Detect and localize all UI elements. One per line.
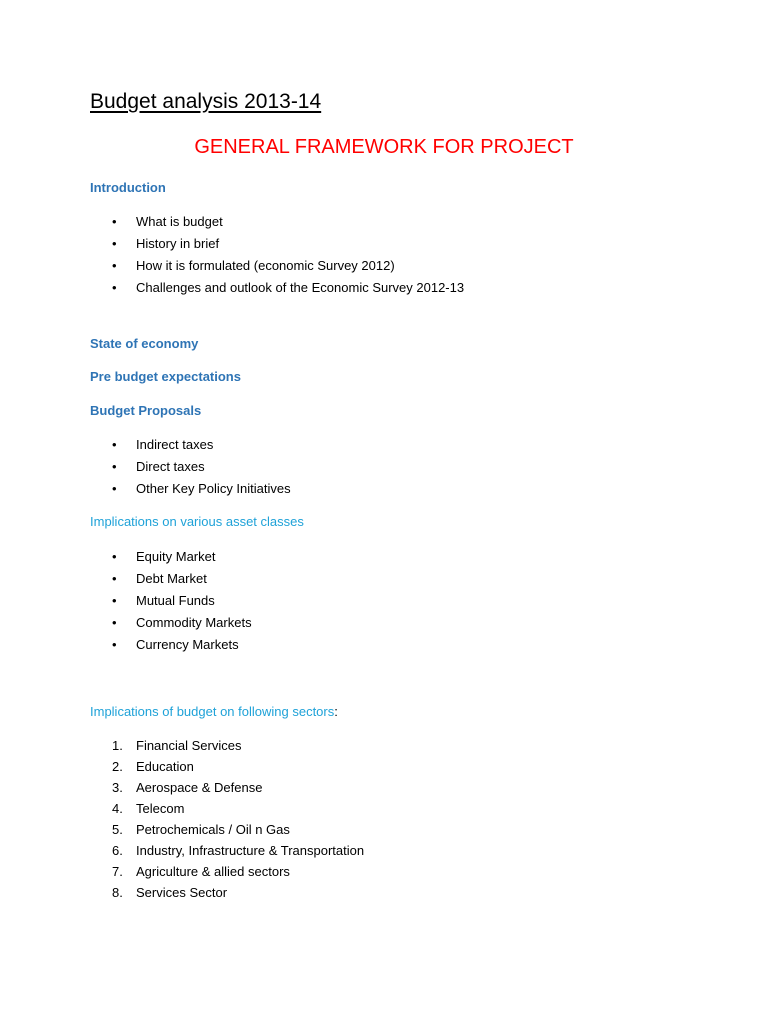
- bullet-icon: •: [112, 571, 117, 586]
- list-item: • How it is formulated (economic Survey 2012): [0, 255, 768, 277]
- list-number: 4.: [112, 801, 123, 816]
- sectors-heading-colon: :: [334, 704, 338, 719]
- list-item: 4. Telecom: [0, 798, 768, 819]
- bullet-icon: •: [112, 459, 117, 474]
- list-number: 5.: [112, 822, 123, 837]
- bullet-icon: •: [112, 637, 117, 652]
- bullet-icon: •: [112, 437, 117, 452]
- list-number: 3.: [112, 780, 123, 795]
- list-item: • Challenges and outlook of the Economic Survey 2012-13: [0, 277, 768, 299]
- list-number: 7.: [112, 864, 123, 879]
- list-item: 5. Petrochemicals / Oil n Gas: [0, 819, 768, 840]
- list-item: • History in brief: [0, 233, 768, 255]
- bullet-icon: •: [112, 549, 117, 564]
- sectors-heading-label: Implications of budget on following sectors: [90, 704, 335, 719]
- state-of-economy-heading: State of economy: [90, 336, 199, 351]
- list-number: 6.: [112, 843, 123, 858]
- bullet-icon: •: [112, 258, 117, 273]
- sectors-heading: [90, 704, 338, 719]
- list-item: • Commodity Markets: [0, 612, 768, 634]
- bullet-icon: •: [112, 615, 117, 630]
- introduction-heading: Introduction: [90, 180, 166, 195]
- list-item: • Direct taxes: [0, 456, 768, 478]
- list-item: 7. Agriculture & allied sectors: [0, 861, 768, 882]
- list-number: 1.: [112, 738, 123, 753]
- list-item: • Equity Market: [0, 546, 768, 568]
- pre-budget-heading: Pre budget expectations: [90, 369, 241, 384]
- bullet-icon: •: [112, 214, 117, 229]
- sectors-list: [0, 735, 768, 903]
- list-item: • Other Key Policy Initiatives: [0, 478, 768, 500]
- list-item: 6. Industry, Infrastructure & Transportation: [0, 840, 768, 861]
- list-number: 8.: [112, 885, 123, 900]
- document-title: Budget analysis 2013-14: [90, 90, 322, 113]
- bullet-icon: •: [112, 481, 117, 496]
- bullet-icon: •: [112, 593, 117, 608]
- bullet-icon: •: [112, 236, 117, 251]
- asset-classes-heading: Implications on various asset classes: [90, 514, 304, 529]
- list-item: 2. Education: [0, 756, 768, 777]
- list-item: 3. Aerospace & Defense: [0, 777, 768, 798]
- list-item: 8. Services Sector: [0, 882, 768, 903]
- list-number: 2.: [112, 759, 123, 774]
- main-heading: GENERAL FRAMEWORK FOR PROJECT: [194, 136, 574, 158]
- list-item: • What is budget: [0, 211, 768, 233]
- list-item: • Debt Market: [0, 568, 768, 590]
- budget-proposals-heading: Budget Proposals: [90, 403, 202, 418]
- budget-proposals-list: [0, 434, 768, 500]
- list-item: • Mutual Funds: [0, 590, 768, 612]
- list-item: • Indirect taxes: [0, 434, 768, 456]
- bullet-icon: •: [112, 280, 117, 295]
- list-item: 1. Financial Services: [0, 735, 768, 756]
- list-item: • Currency Markets: [0, 634, 768, 656]
- asset-classes-list: [0, 546, 768, 656]
- introduction-list: [0, 211, 768, 299]
